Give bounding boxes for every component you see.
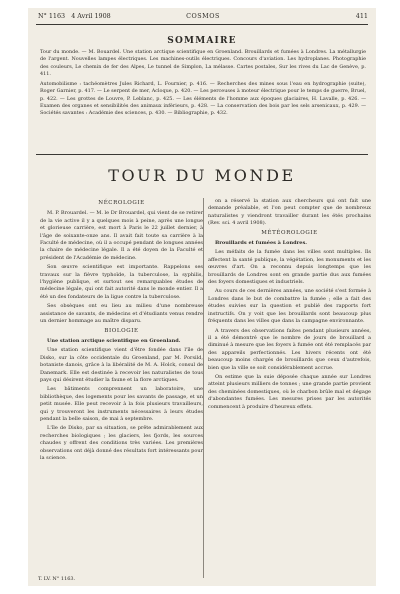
sommaire-block	[40, 49, 366, 151]
header-rule	[36, 24, 368, 25]
sommaire-para-1: Tour du monde. — M. Bouardel. Une station arctique scientifique en Groenland. Brouillards et fumées à Londres. La métallurgie de l'argent. Nouvelles lampes électriques. Les machines-outils électriques. Concours d'aviation. Les hydroplanes. Photographie des couleurs, Le chemin de fer des Alpes, Le tunnel de Simplon, La mélasse. Cartes postales, Sur les rives du Lac de Genève, p. 411.	[40, 49, 366, 77]
meteorologie-para-3: A travers des observations faites pendant plusieurs années, il a été démontré que le nombre de jours de brouillard a diminué à mesure que les foyers à fumée ont été remplacés par des appareils perfectionnés. Les hivers récents ont été beaucoup moins chargés de brouillards que ceux d'autrefois, bien que la ville se soit considérablement accrue.	[208, 327, 371, 371]
biologie-continued: on a réservé la station aux chercheurs qui ont fait une demande préalable, et l'on peut compter que de nombreux naturalistes y viendront travailler durant les étés prochains (Rev. sci. 4 avril 1908).	[208, 198, 371, 227]
page-footer	[38, 575, 366, 584]
right-column	[208, 198, 371, 580]
biologie-para-2: Les bâtiments comprennent un laboratoire, une bibliothèque, des logements pour les savants de passage, et un petit musée. Elle peut recevoir à la fois plusieurs travailleurs, qui y trouveront les instruments nécessaires à leurs études pendant la belle saison, de mai à septembre.	[40, 386, 203, 422]
biologie-heading: BIOLOGIE	[104, 327, 139, 334]
meteorologie-heading: MÉTÉOROLOGIE	[261, 229, 318, 236]
meteorologie-para-1: Les méfaits de la fumée dans les villes sont multiples. Ils affectent la santé publique, la végétation, les monuments et les œuvres d'art. On a reconnu depuis longtemps que les brouillards de Londres sont en grande partie dus aux fumées des foyers domestiques et industriels.	[208, 249, 371, 286]
column-divider	[203, 198, 204, 578]
header-issue-date: N° 1163 4 Avril 1908	[38, 12, 111, 20]
necrologie-heading: NÉCROLOGIE	[98, 200, 145, 206]
sommaire-rule	[36, 154, 368, 155]
meteorologie-subheading: Brouillards et fumées à Londres.	[215, 240, 308, 247]
biologie-subheading: Une station arctique scientifique en Groenland.	[47, 337, 181, 344]
necrologie-para-2: Son œuvre scientifique est importante. Rappelons ses travaux sur la fièvre typhoïde, la tuberculose, la syphilis, l'hygiène publique, et surtout ses remarquables études de médecine légale, qui ont fait autorité dans le monde entier. Il a été un des fondateurs de la ligue contre la tuberculose.	[40, 264, 203, 300]
sommaire-para-2: Automobilisme : tachéomètres Jules Richard, L. Fournier, p. 416. — Recherches des mines sous l'eau en hydrographie (suite), Roger Garnier, p. 417. — Le serpent de mer, Acloque, p. 420. — Les perceuses à moteur électrique pour le temps de guerre, Bruel, p. 422. — Les grottes de Louvre, P. Leblanc, p. 425. — Les éléments de l'homme aux époques glaciaires, H. Lavalle, p. 426. — Examen des organes et sensibilités des animaux inférieurs, p. 428. — La conservation des bois par les sels arsenicaux, p. 429. — Sociétés savantes : Académie des sciences, p. 430. — Bibliographie, p. 432.	[40, 81, 366, 117]
section-title: TOUR DU MONDE	[108, 166, 296, 185]
necrologie-para-1: M. P. Brouardel. — M. le Dr Brouardel, qui vient de se retirer de la vie active il y a quelques mois à peine, après une longue et glorieuse carrière, est mort à Paris le 22 juillet dernier, à l'âge de soixante-onze ans. Il avait fait toute sa carrière à la Faculté de médecine, où il a occupé pendant de longues années la chaire de médecine légale. Il a été doyen de la Faculté et président de l'Académie de médecine.	[40, 210, 203, 261]
header-journal-name: COSMOS	[186, 12, 220, 20]
sommaire-title: SOMMAIRE	[167, 36, 237, 46]
header-page-number: 411	[355, 12, 368, 20]
meteorologie-para-2: Au cours de ces dernières années, une société s'est formée à Londres dans le but de combattre la fumée ; elle a fait des études suivies sur la question et publié des rapports fort instructifs. On y voit que les brouillards sont beaucoup plus fréquents dans les villes que dans la campagne environnante.	[208, 288, 371, 325]
biologie-para-3: L'île de Disko, par sa situation, se prête admirablement aux recherches biologiques ; les glaciers, les fjords, les sources chaudes y offrent des conditions très variées. Les premières observations ont déjà donné des résultats fort intéressants pour la science.	[40, 425, 203, 461]
meteorologie-para-4: On estime que la suie déposée chaque année sur Londres atteint plusieurs milliers de tonnes ; une grande partie provient des cheminées domestiques, où le charbon brûle mal et dégage d'abondantes fumées. Les mesures prises par les autorités commencent à produire d'heureux effets.	[208, 373, 371, 410]
journal-page	[28, 8, 376, 586]
necrologie-para-3: Ses obsèques ont eu lieu au milieu d'une nombreuse assistance de savants, de médecins et d'étudiants venus rendre un dernier hommage au maître disparu.	[40, 303, 203, 325]
footer-volume: T. LV. N° 1163.	[38, 576, 76, 582]
page-header	[38, 10, 368, 22]
biologie-para-1: Une station scientifique vient d'être fondée dans l'île de Disko, sur la côte occidentale du Groenland, par M. Porsild, botaniste danois, grâce à la libéralité de M. A. Holck, consul de Danemark. Elle est destinée à recevoir les naturalistes de tous pays qui désirent étudier la faune et la flore arctiques.	[40, 347, 203, 383]
left-column	[40, 198, 203, 580]
